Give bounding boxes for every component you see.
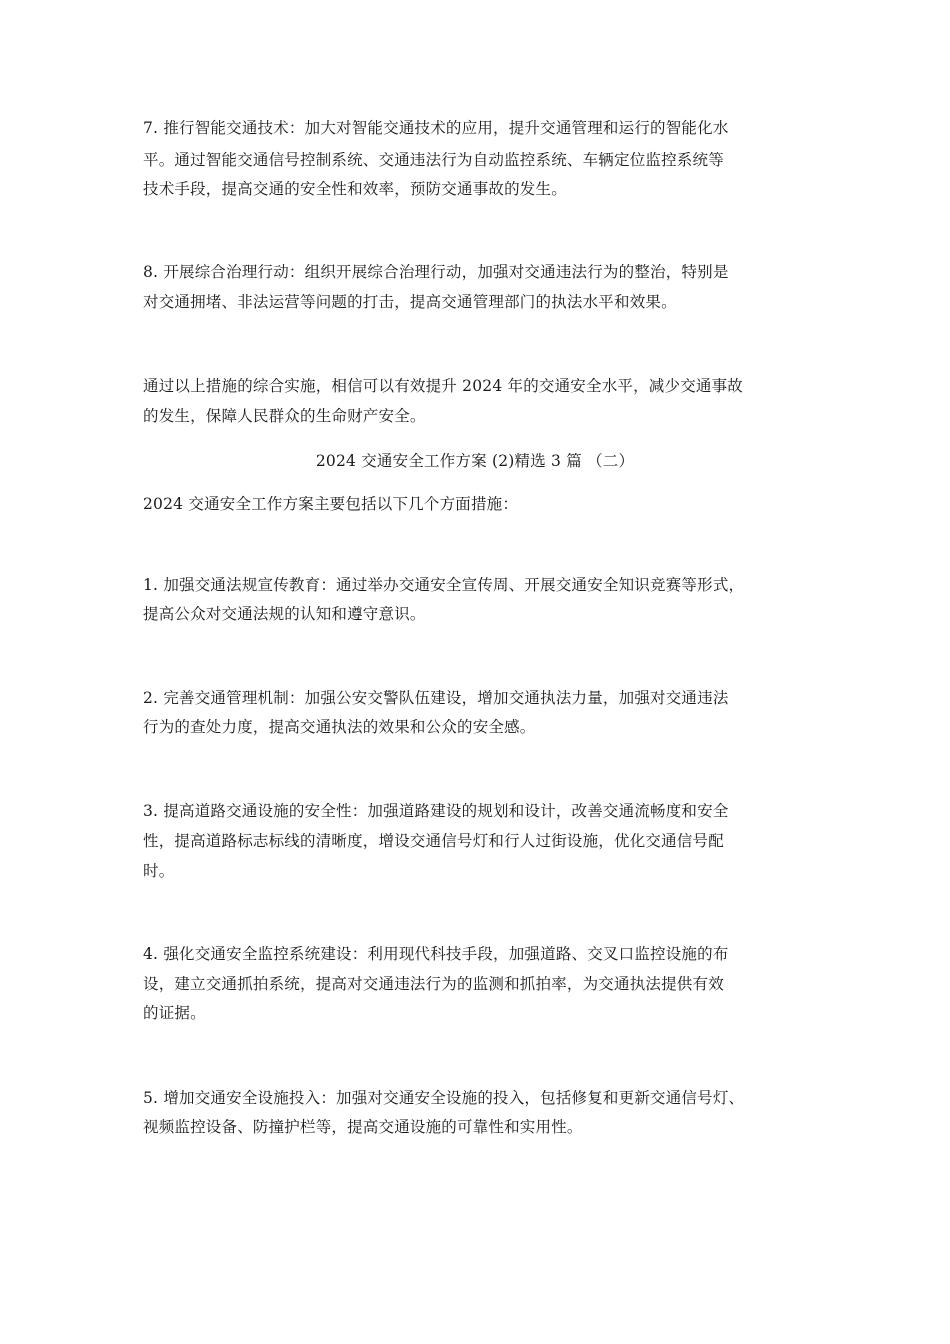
item-2-line-2: 行为的查处力度，提高交通执法的效果和公众的安全感。 xyxy=(143,718,536,736)
paragraph-7-line-1: 7. 推行智能交通技术：加大对智能交通技术的应用，提升交通管理和运行的智能化水 xyxy=(143,119,729,137)
item-4-line-3: 的证据。 xyxy=(143,1004,206,1022)
section-intro: 2024 交通安全工作方案主要包括以下几个方面措施： xyxy=(143,495,519,513)
item-1-line-1: 1. 加强交通法规宣传教育：通过举办交通安全宣传周、开展交通安全知识竞赛等形式， xyxy=(143,576,745,594)
paragraph-7-line-2: 平。通过智能交通信号控制系统、交通违法行为自动监控系统、车辆定位监控系统等 xyxy=(143,151,724,169)
item-1-line-2: 提高公众对交通法规的认知和遵守意识。 xyxy=(143,605,426,623)
conclusion-line-1: 通过以上措施的综合实施，相信可以有效提升 2024 年的交通安全水平，减少交通事故 xyxy=(143,377,744,395)
item-3-line-1: 3. 提高道路交通设施的安全性：加强道路建设的规划和设计，改善交通流畅度和安全 xyxy=(143,802,729,820)
paragraph-8-line-2: 对交通拥堵、非法运营等问题的打击，提高交通管理部门的执法水平和效果。 xyxy=(143,293,677,311)
item-3-line-2: 性，提高道路标志标线的清晰度，增设交通信号灯和行人过街设施，优化交通信号配 xyxy=(143,832,724,850)
conclusion-line-2: 的发生，保障人民群众的生命财产安全。 xyxy=(143,407,426,425)
item-4-line-1: 4. 强化交通安全监控系统建设：利用现代科技手段，加强道路、交叉口监控设施的布 xyxy=(143,945,729,963)
item-4-line-2: 设，建立交通抓拍系统，提高对交通违法行为的监测和抓拍率，为交通执法提供有效 xyxy=(143,975,724,993)
section-heading: 2024 交通安全工作方案 (2)精选 3 篇 （二） xyxy=(315,452,635,470)
item-5-line-2: 视频监控设备、防撞护栏等，提高交通设施的可靠性和实用性。 xyxy=(143,1118,583,1136)
item-3-line-3: 时。 xyxy=(143,862,175,880)
item-2-line-1: 2. 完善交通管理机制：加强公安交警队伍建设，增加交通执法力量，加强对交通违法 xyxy=(143,689,729,707)
item-5-line-1: 5. 增加交通安全设施投入：加强对交通安全设施的投入，包括修复和更新交通信号灯、 xyxy=(143,1089,745,1107)
paragraph-8-line-1: 8. 开展综合治理行动：组织开展综合治理行动，加强对交通违法行为的整治，特别是 xyxy=(143,263,729,281)
paragraph-7-line-3: 技术手段，提高交通的安全性和效率，预防交通事故的发生。 xyxy=(143,180,567,198)
